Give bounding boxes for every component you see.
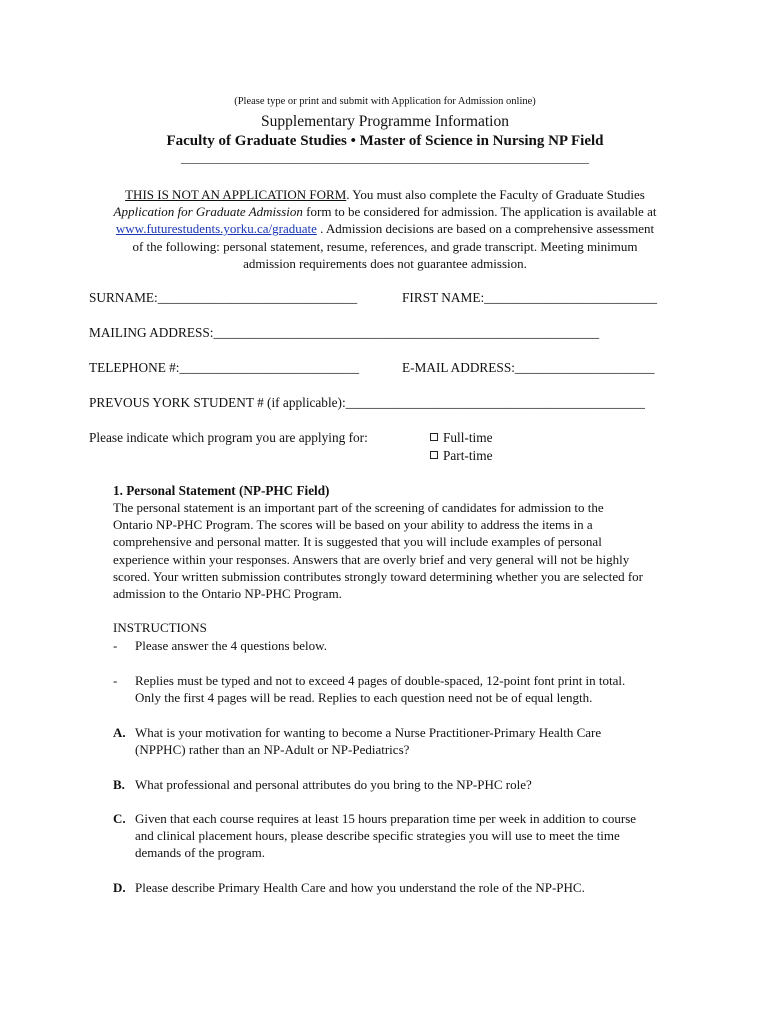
application-form-name: Application for Graduate Admission — [113, 204, 303, 220]
instruction-item-marker: - — [113, 673, 118, 688]
intro-line-4: of the following: personal statement, resume, references, and grade transcript. Meeting minimum — [132, 238, 638, 254]
submission-note: (Please type or print and submit with Application for Admission online) — [234, 96, 536, 107]
paragraph-line: experience within your responses. Answers that are overly brief and very general will not be highly — [113, 551, 630, 567]
checkbox-icon[interactable] — [430, 451, 438, 459]
instruction-item-text — [135, 672, 625, 706]
question-item — [113, 776, 693, 793]
question-item — [113, 724, 693, 758]
document-subtitle: Supplementary Programme Information — [261, 113, 509, 130]
intro-line-1: THIS IS NOT AN APPLICATION FORM. You must also complete the Faculty of Graduate Studies — [125, 187, 645, 202]
paragraph-line: admission to the Ontario NP-PHC Program. — [113, 586, 342, 602]
full-time-option[interactable]: Full-time — [430, 430, 493, 446]
intro-paragraph — [0, 186, 770, 272]
first-name-field[interactable]: FIRST NAME:__________________________ — [402, 290, 657, 305]
question-item-line: (NPPHC) rather than an NP-Adult or NP-Pediatrics? — [135, 742, 410, 758]
question-item-line: demands of the program. — [135, 845, 265, 861]
question-item-line: and clinical placement hours, please describe specific strategies you will use to meet the time — [135, 828, 620, 844]
instruction-item-line: Please answer the 4 questions below. — [135, 638, 327, 653]
question-item-marker: B. — [113, 777, 125, 792]
paragraph-line: Ontario NP-PHC Program. The scores will be based on your ability to address the items in a — [113, 517, 593, 533]
surname-field[interactable]: SURNAME:______________________________ — [89, 290, 358, 305]
instruction-item-marker: - — [113, 638, 118, 653]
graduate-website-link[interactable]: www.futurestudents.yorku.ca/graduate — [115, 221, 317, 237]
question-item — [113, 879, 693, 896]
instruction-item-line: Only the first 4 pages will be read. Replies to each question need not be of equal length. — [135, 690, 593, 706]
program-prompt: Please indicate which program you are applying for: — [89, 430, 368, 445]
question-item — [113, 810, 693, 862]
personal-statement-paragraph — [113, 499, 643, 602]
intro-line-5: admission requirements does not guarantee admission. — [243, 255, 527, 271]
question-item-text — [135, 724, 601, 758]
question-item-marker: A. — [113, 725, 126, 740]
instruction-item — [113, 637, 693, 654]
question-item-text — [135, 776, 532, 793]
question-item-text — [135, 879, 585, 896]
mailing-address-field[interactable]: MAILING ADDRESS:__________________________________________________________ — [89, 325, 600, 340]
previous-student-field[interactable]: PREVOUS YORK STUDENT # (if applicable):_____________________________________________ — [89, 395, 645, 410]
instruction-item-text — [135, 637, 327, 654]
question-item-text — [135, 810, 636, 862]
instruction-item-line: Replies must be typed and not to exceed 4 pages of double-spaced, 12-point font print in total. — [135, 673, 626, 688]
title-rule: ____________________________________________________________________ — [181, 151, 589, 165]
telephone-field[interactable]: TELEPHONE #:___________________________ — [89, 360, 359, 375]
question-item-line: What is your motivation for wanting to become a Nurse Practitioner-Primary Health Care — [135, 725, 602, 740]
instructions-heading: INSTRUCTIONS — [113, 620, 207, 635]
intro-line-2: Application for Graduate Admission form to be considered for admission. The application is available at — [113, 204, 657, 220]
instruction-item — [113, 672, 693, 706]
paragraph-line: scored. Your written submission contributes strongly toward determining whether you are selected for — [113, 568, 643, 584]
question-item-line: What professional and personal attributes do you bring to the NP-PHC role? — [135, 777, 532, 792]
checkbox-icon[interactable] — [430, 433, 438, 441]
not-application-form-notice: THIS IS NOT AN APPLICATION FORM — [125, 187, 347, 202]
question-item-marker: C. — [113, 811, 126, 826]
paragraph-line: comprehensive and personal matter. It is suggested that you will include examples of personal — [113, 534, 602, 550]
question-item-line: Please describe Primary Health Care and how you understand the role of the NP-PHC. — [135, 880, 585, 895]
part-time-option[interactable]: Part-time — [430, 448, 492, 464]
question-item-line: Given that each course requires at least 15 hours preparation time per week in addition to course — [135, 811, 637, 826]
document-title: Faculty of Graduate Studies • Master of Science in Nursing NP Field — [166, 133, 604, 149]
question-item-marker: D. — [113, 880, 126, 895]
paragraph-line: The personal statement is an important part of the screening of candidates for admission to the — [113, 500, 604, 515]
intro-line-3: www.futurestudents.yorku.ca/graduate . Admission decisions are based on a comprehensive assessment — [115, 221, 655, 237]
section-title: 1. Personal Statement (NP-PHC Field) — [113, 483, 330, 498]
email-field[interactable]: E-MAIL ADDRESS:_____________________ — [402, 360, 655, 375]
